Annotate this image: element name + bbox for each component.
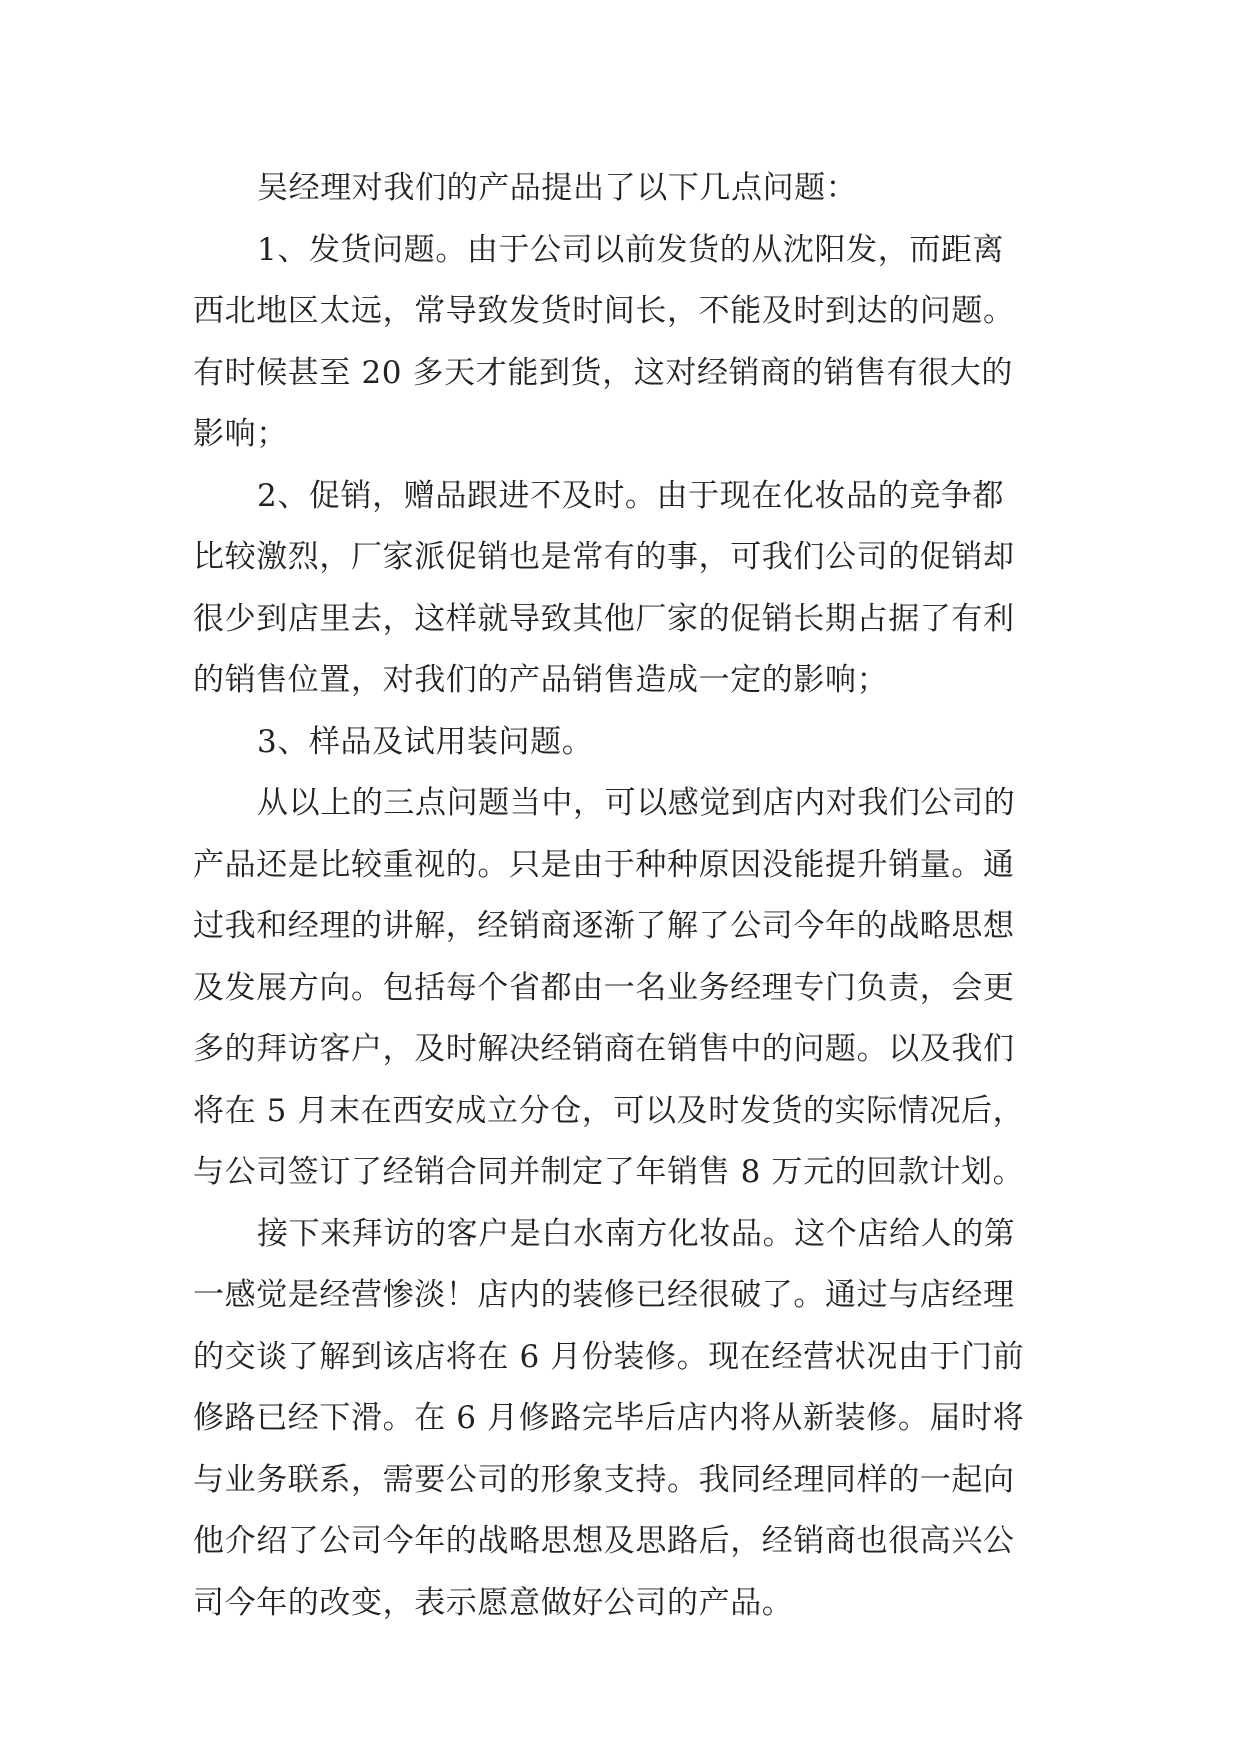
text-line: 影响； [193,416,288,452]
text-line: 2、促销，赠品跟进不及时。由于现在化妆品的竞争都 [257,477,1005,514]
text-line: 与业务联系，需要公司的形象支持。我同经理同样的一起向 [193,1461,1015,1498]
text-line: 及发展方向。包括每个省都由一名业务经理专门负责，会更 [193,969,1015,1006]
text-line: 从以上的三点问题当中，可以感觉到店内对我们公司的 [257,785,1016,821]
text-line: 一感觉是经营惨淡！店内的装修已经很破了。通过与店经理 [193,1277,1015,1313]
text-line: 将在 5 月末在西安成立分仓，可以及时发货的实际情况后， [193,1092,1025,1129]
text-line: 西北地区太远，常导致发货时间长，不能及时到达的问题。 [193,293,1015,329]
text-line: 有时候甚至 20 多天才能到货，这对经销商的销售有很大的 [193,354,1013,391]
text-line: 比较激烈，厂家派促销也是常有的事，可我们公司的促销却 [193,539,1015,575]
text-line: 修路已经下滑。在 6 月修路完毕后店内将从新装修。届时将 [193,1400,1025,1436]
text-line: 产品还是比较重视的。只是由于种种原因没能提升销量。通 [193,846,1015,883]
text-line: 他介绍了公司今年的战略思想及思路后，经销商也很高兴公 [193,1523,1015,1559]
text-line: 很少到店里去，这样就导致其他厂家的促销长期占据了有利 [193,600,1015,637]
document-body [193,158,1069,1634]
text-line: 的交谈了解到该店将在 6 月份装修。现在经营状况由于门前 [193,1338,1025,1375]
text-line: 吴经理对我们的产品提出了以下几点问题： [257,170,858,206]
text-line: 多的拜访客户，及时解决经销商在销售中的问题。以及我们 [193,1031,1015,1067]
text-line: 1、发货问题。由于公司以前发货的从沈阳发，而距离 [257,231,1005,268]
text-line: 的销售位置，对我们的产品销售造成一定的影响； [193,662,889,698]
text-line: 司今年的改变，表示愿意做好公司的产品。 [193,1584,794,1621]
text-line: 3、样品及试用装问题。 [257,723,594,760]
text-line: 过我和经理的讲解，经销商逐渐了解了公司今年的战略思想 [193,908,1015,944]
text-line: 接下来拜访的客户是白水南方化妆品。这个店给人的第 [257,1215,1016,1252]
text-line: 与公司签订了经销合同并制定了年销售 8 万元的回款计划。 [193,1154,1025,1190]
